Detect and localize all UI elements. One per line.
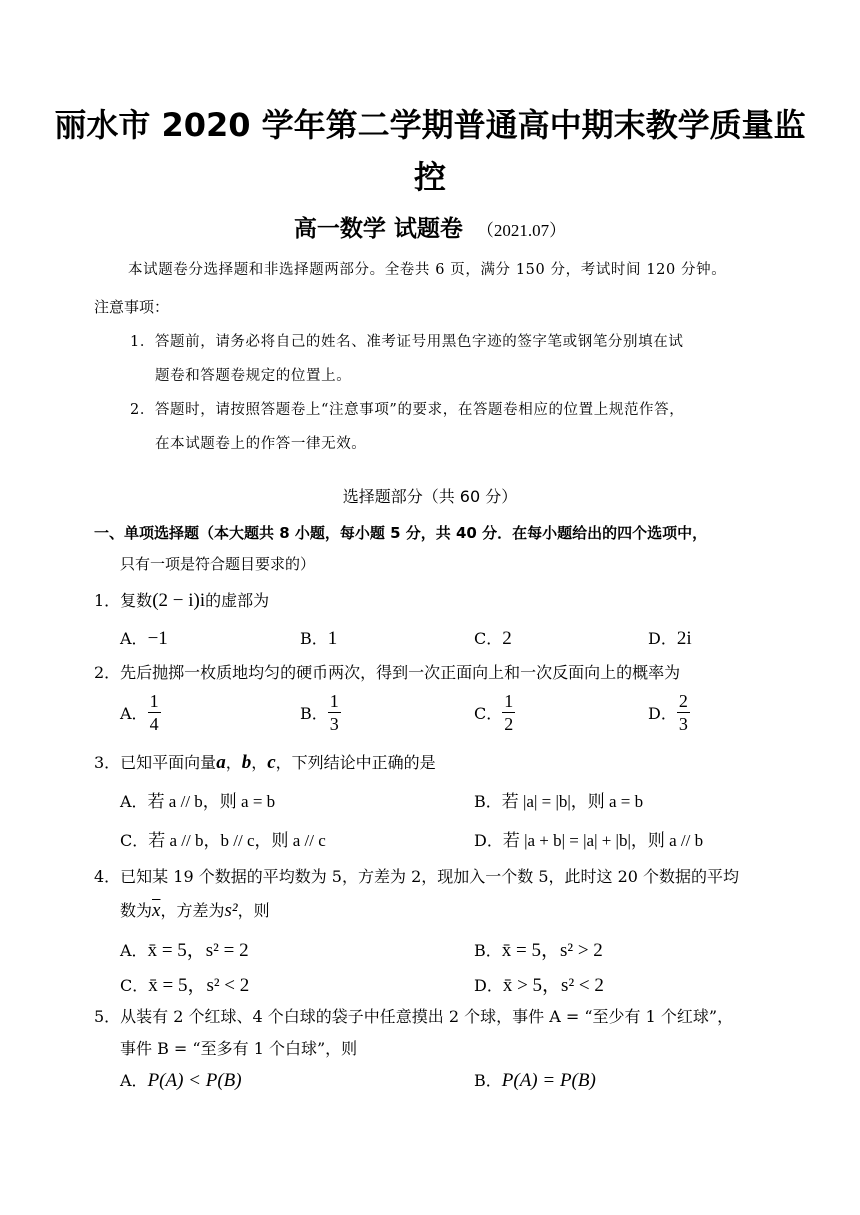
page-title-continued: 控: [413, 158, 446, 196]
q3-option-d: D．若 |a + b| = |a| + |b|，则 a // b: [474, 831, 704, 850]
note-item-1-cont: 题卷和答题卷规定的位置上。: [155, 368, 352, 384]
page-title: 丽水市 2020 学年第二学期普通高中期末教学质量监: [54, 106, 806, 144]
notes-heading: 注意事项：: [94, 298, 170, 316]
question-5: 5．从装有 2 个红球、4 个白球的袋子中任意摸出 2 个球，事件 A = “至少有 1 个红球”，: [94, 1007, 734, 1026]
q2-option-a: A． $\frac{1}{4}$: [120, 691, 159, 734]
q1-option-a: A．−1: [120, 628, 168, 649]
note-item-2: 2．答题时，请按照答题卷上“注意事项”的要求，在答题卷相应的位置上规范作答，: [130, 402, 685, 418]
q3-option-a: A．若 a // b，则 a = b: [120, 792, 276, 811]
q4-option-a: A．x̄ = 5，s² = 2: [120, 940, 249, 961]
question-5-cont: 事件 B = “至多有 1 个白球”，则: [120, 1039, 358, 1058]
q4-option-b: B．x̄ = 5，s² > 2: [474, 940, 603, 961]
question-2: 2．先后抛掷一枚质地均匀的硬币两次，得到一次正面向上和一次反面向上的概率为: [94, 663, 681, 682]
question-1: 1．复数(2 − i)i的虚部为: [94, 590, 270, 611]
section-title: 选择题部分（共 60 分）: [342, 487, 518, 506]
exam-date: （2021.07）: [476, 221, 567, 240]
q4-option-c: C．x̄ = 5，s² < 2: [120, 975, 250, 996]
intro-text: 本试题卷分选择题和非选择题两部分。全卷共 6 页，满分 150 分，考试时间 120 分钟。: [128, 262, 727, 278]
note-item-2-cont: 在本试题卷上的作答一律无效。: [155, 436, 367, 452]
q1-expression: (2 − i)i: [152, 590, 206, 611]
question-3: 3．已知平面向量a，b，c，下列结论中正确的是: [94, 752, 436, 773]
section-instructions-cont: 只有一项是符合题目要求的）: [120, 555, 316, 573]
q1-option-c: C．2: [474, 628, 512, 649]
q5-option-b: B．P(A) = P(B): [474, 1070, 596, 1091]
section-instructions: 一、单项选择题（本大题共 8 小题，每小题 5 分，共 40 分．在每小题给出的四个选项中，: [94, 524, 708, 542]
note-item-1: 1．答题前，请务必将自己的姓名、准考证号用黑色字迹的签字笔或钢笔分别填在试: [130, 334, 684, 350]
q4-option-d: D．x̄ > 5，s² < 2: [474, 975, 604, 996]
q3-option-b: B．若 |a| = |b|，则 a = b: [474, 792, 644, 811]
question-4: 4．已知某 19 个数据的平均数为 5，方差为 2，现加入一个数 5，此时这 20 个数据的平均: [94, 867, 740, 886]
question-4-cont: 数为$\overline{x}$，方差为s²，则: [120, 900, 270, 921]
subtitle: [0, 210, 860, 243]
q2-option-c: C． $\frac{1}{2}$: [474, 691, 514, 734]
q1-option-d: D．2i: [648, 628, 692, 649]
q5-option-a: A．P(A) < P(B): [120, 1070, 242, 1091]
q1-option-b: B．1: [300, 628, 338, 649]
q2-option-d: D． $\frac{2}{3}$: [648, 691, 688, 734]
q2-option-b: B． $\frac{1}{3}$: [300, 691, 339, 734]
subject-title: 高一数学 试题卷: [293, 216, 463, 242]
q3-option-c: C．若 a // b，b // c，则 a // c: [120, 831, 326, 850]
